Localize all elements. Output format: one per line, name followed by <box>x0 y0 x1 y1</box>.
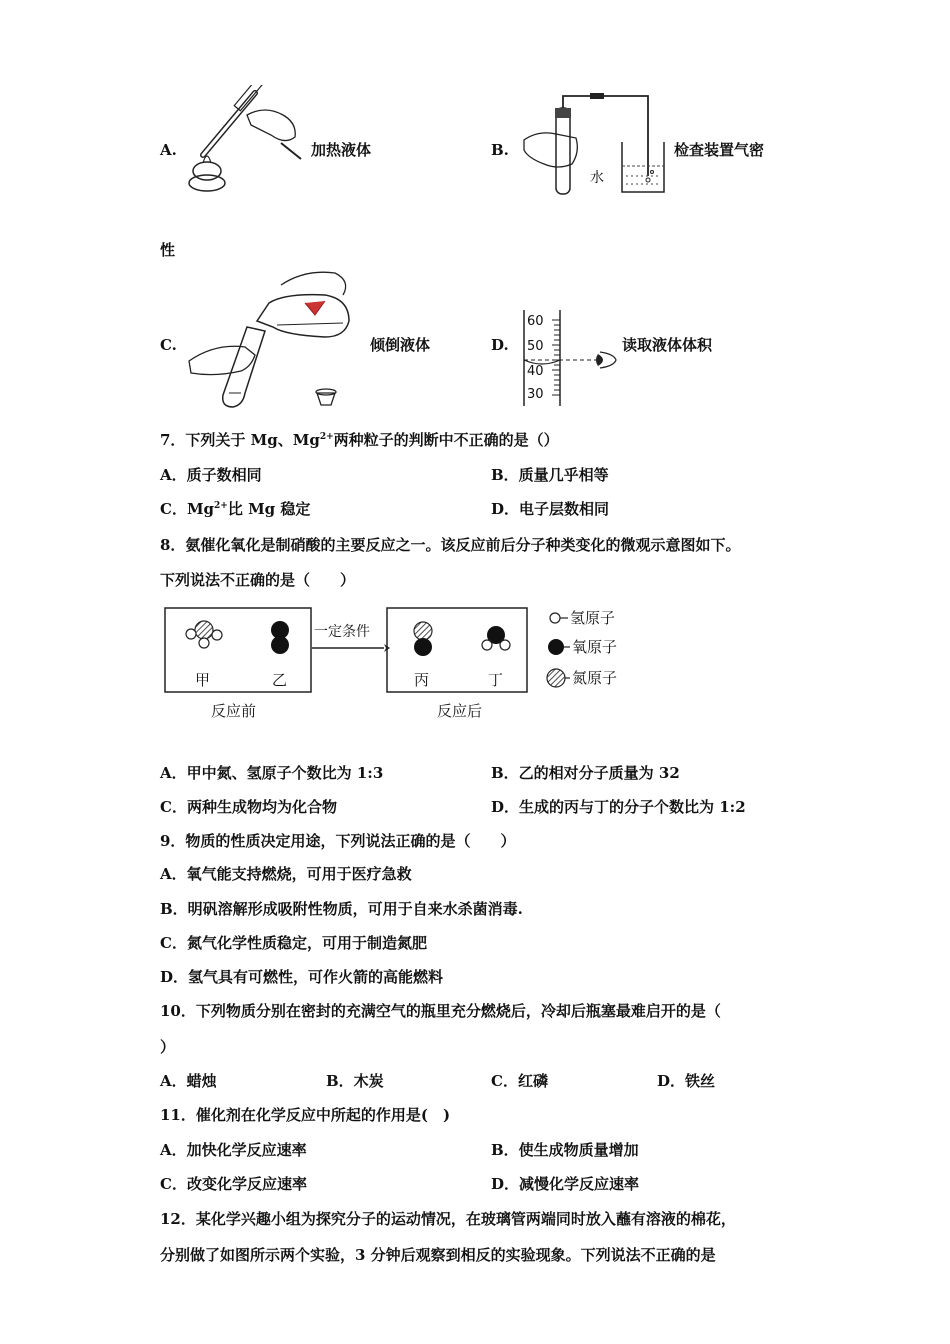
label-yi: 乙 <box>272 671 288 689</box>
legend-oxygen: 氧原子 <box>572 638 618 656</box>
molecule-yi <box>271 621 289 654</box>
q11-option-d: D．减慢化学反应速率 <box>491 1175 640 1193</box>
q10-option-c: C．红磷 <box>491 1072 548 1090</box>
option-b-text: 检查装置气密 <box>674 141 765 159</box>
heating-liquid-figure <box>185 85 305 197</box>
q7-option-b: B．质量几乎相等 <box>491 466 609 484</box>
option-c-label: C. <box>160 336 177 354</box>
q9-option-b: B．明矾溶解形成吸附性物质，可用于自来水杀菌消毒. <box>160 900 523 918</box>
option-d-text: 读取液体体积 <box>622 336 713 354</box>
q12-stem-line1: 12．某化学兴趣小组为探究分子的运动情况，在玻璃管两端同时放入蘸有溶液的棉花， <box>160 1210 736 1228</box>
molecule-jia <box>186 621 222 648</box>
option-b-label: B. <box>491 141 509 159</box>
legend-nitrogen: 氮原子 <box>572 669 618 687</box>
option-a-label: A. <box>160 141 177 159</box>
reaction-condition: 一定条件 <box>314 624 370 640</box>
legend-nitrogen-icon <box>547 669 565 687</box>
q7-option-d: D．电子层数相同 <box>491 500 610 518</box>
pouring-liquid-figure <box>185 265 357 410</box>
legend-hydrogen-icon <box>550 613 560 623</box>
legend-hydrogen: 氢原子 <box>570 609 616 627</box>
q9-option-d: D．氢气具有可燃性，可作火箭的高能燃料 <box>160 968 444 986</box>
q9-option-c: C．氮气化学性质稳定，可用于制造氮肥 <box>160 934 427 952</box>
water-label: 水 <box>590 170 604 186</box>
option-c-text: 倾倒液体 <box>370 336 431 354</box>
q10-option-d: D．铁丝 <box>657 1072 716 1090</box>
scale-tick-30: 30 <box>527 387 544 402</box>
q11-option-b: B．使生成物质量增加 <box>491 1141 639 1159</box>
q7-stem: 7．下列关于 Mg、$Mg^{2+}$两种粒子的判断中不正确的是（） <box>160 431 559 449</box>
q9-option-a: A．氧气能支持燃烧，可用于医疗急救 <box>160 865 412 883</box>
label-bing: 丙 <box>414 671 430 689</box>
option-d-label: D. <box>491 336 509 354</box>
label-jia: 甲 <box>195 671 211 689</box>
q10-option-b: B．木炭 <box>326 1072 384 1090</box>
scale-tick-50: 50 <box>527 339 544 354</box>
scale-tick-40: 40 <box>527 364 544 379</box>
q7-option-a: A．质子数相同 <box>160 466 262 484</box>
q11-option-c: C．改变化学反应速率 <box>160 1175 307 1193</box>
label-before: 反应前 <box>211 702 257 720</box>
molecule-ding <box>482 626 510 650</box>
q12-stem-line2: 分别做了如图所示两个实验，3 分钟后观察到相反的实验现象。下列说法不正确的是 <box>160 1246 716 1264</box>
q8-option-a: A．甲中氮、氢原子个数比为 1:3 <box>160 764 384 782</box>
q10-stem-line1: 10．下列物质分别在密封的充满空气的瓶里充分燃烧后，冷却后瓶塞最难启开的是（ <box>160 1002 721 1020</box>
q8-stem-line1: 8．氨催化氧化是制硝酸的主要反应之一。该反应前后分子种类变化的微观示意图如下。 <box>160 536 741 554</box>
label-after: 反应后 <box>437 702 483 720</box>
q10-option-a: A．蜡烛 <box>160 1072 217 1090</box>
q7-option-c: C．$Mg^{2+}$比 Mg 稳定 <box>160 500 311 518</box>
q8-option-b: B．乙的相对分子质量为 32 <box>491 764 680 782</box>
legend-oxygen-icon <box>548 639 564 655</box>
scale-tick-60: 60 <box>527 314 544 329</box>
q11-stem: 11．催化剂在化学反应中所起的作用是( ) <box>160 1106 451 1124</box>
option-b-text-wrap: 性 <box>160 241 176 259</box>
option-a-text: 加热液体 <box>311 141 372 159</box>
q8-option-c: C．两种生成物均为化合物 <box>160 798 337 816</box>
q9-stem: 9．物质的性质决定用途，下列说法正确的是（ ） <box>160 832 516 850</box>
label-ding: 丁 <box>488 671 504 689</box>
q8-option-d: D．生成的丙与丁的分子个数比为 1:2 <box>491 798 746 816</box>
q11-option-a: A．加快化学反应速率 <box>160 1141 307 1159</box>
molecule-bing <box>414 622 432 656</box>
q10-stem-line2: ） <box>160 1038 176 1056</box>
q8-stem-line2: 下列说法不正确的是（ ） <box>160 571 356 589</box>
